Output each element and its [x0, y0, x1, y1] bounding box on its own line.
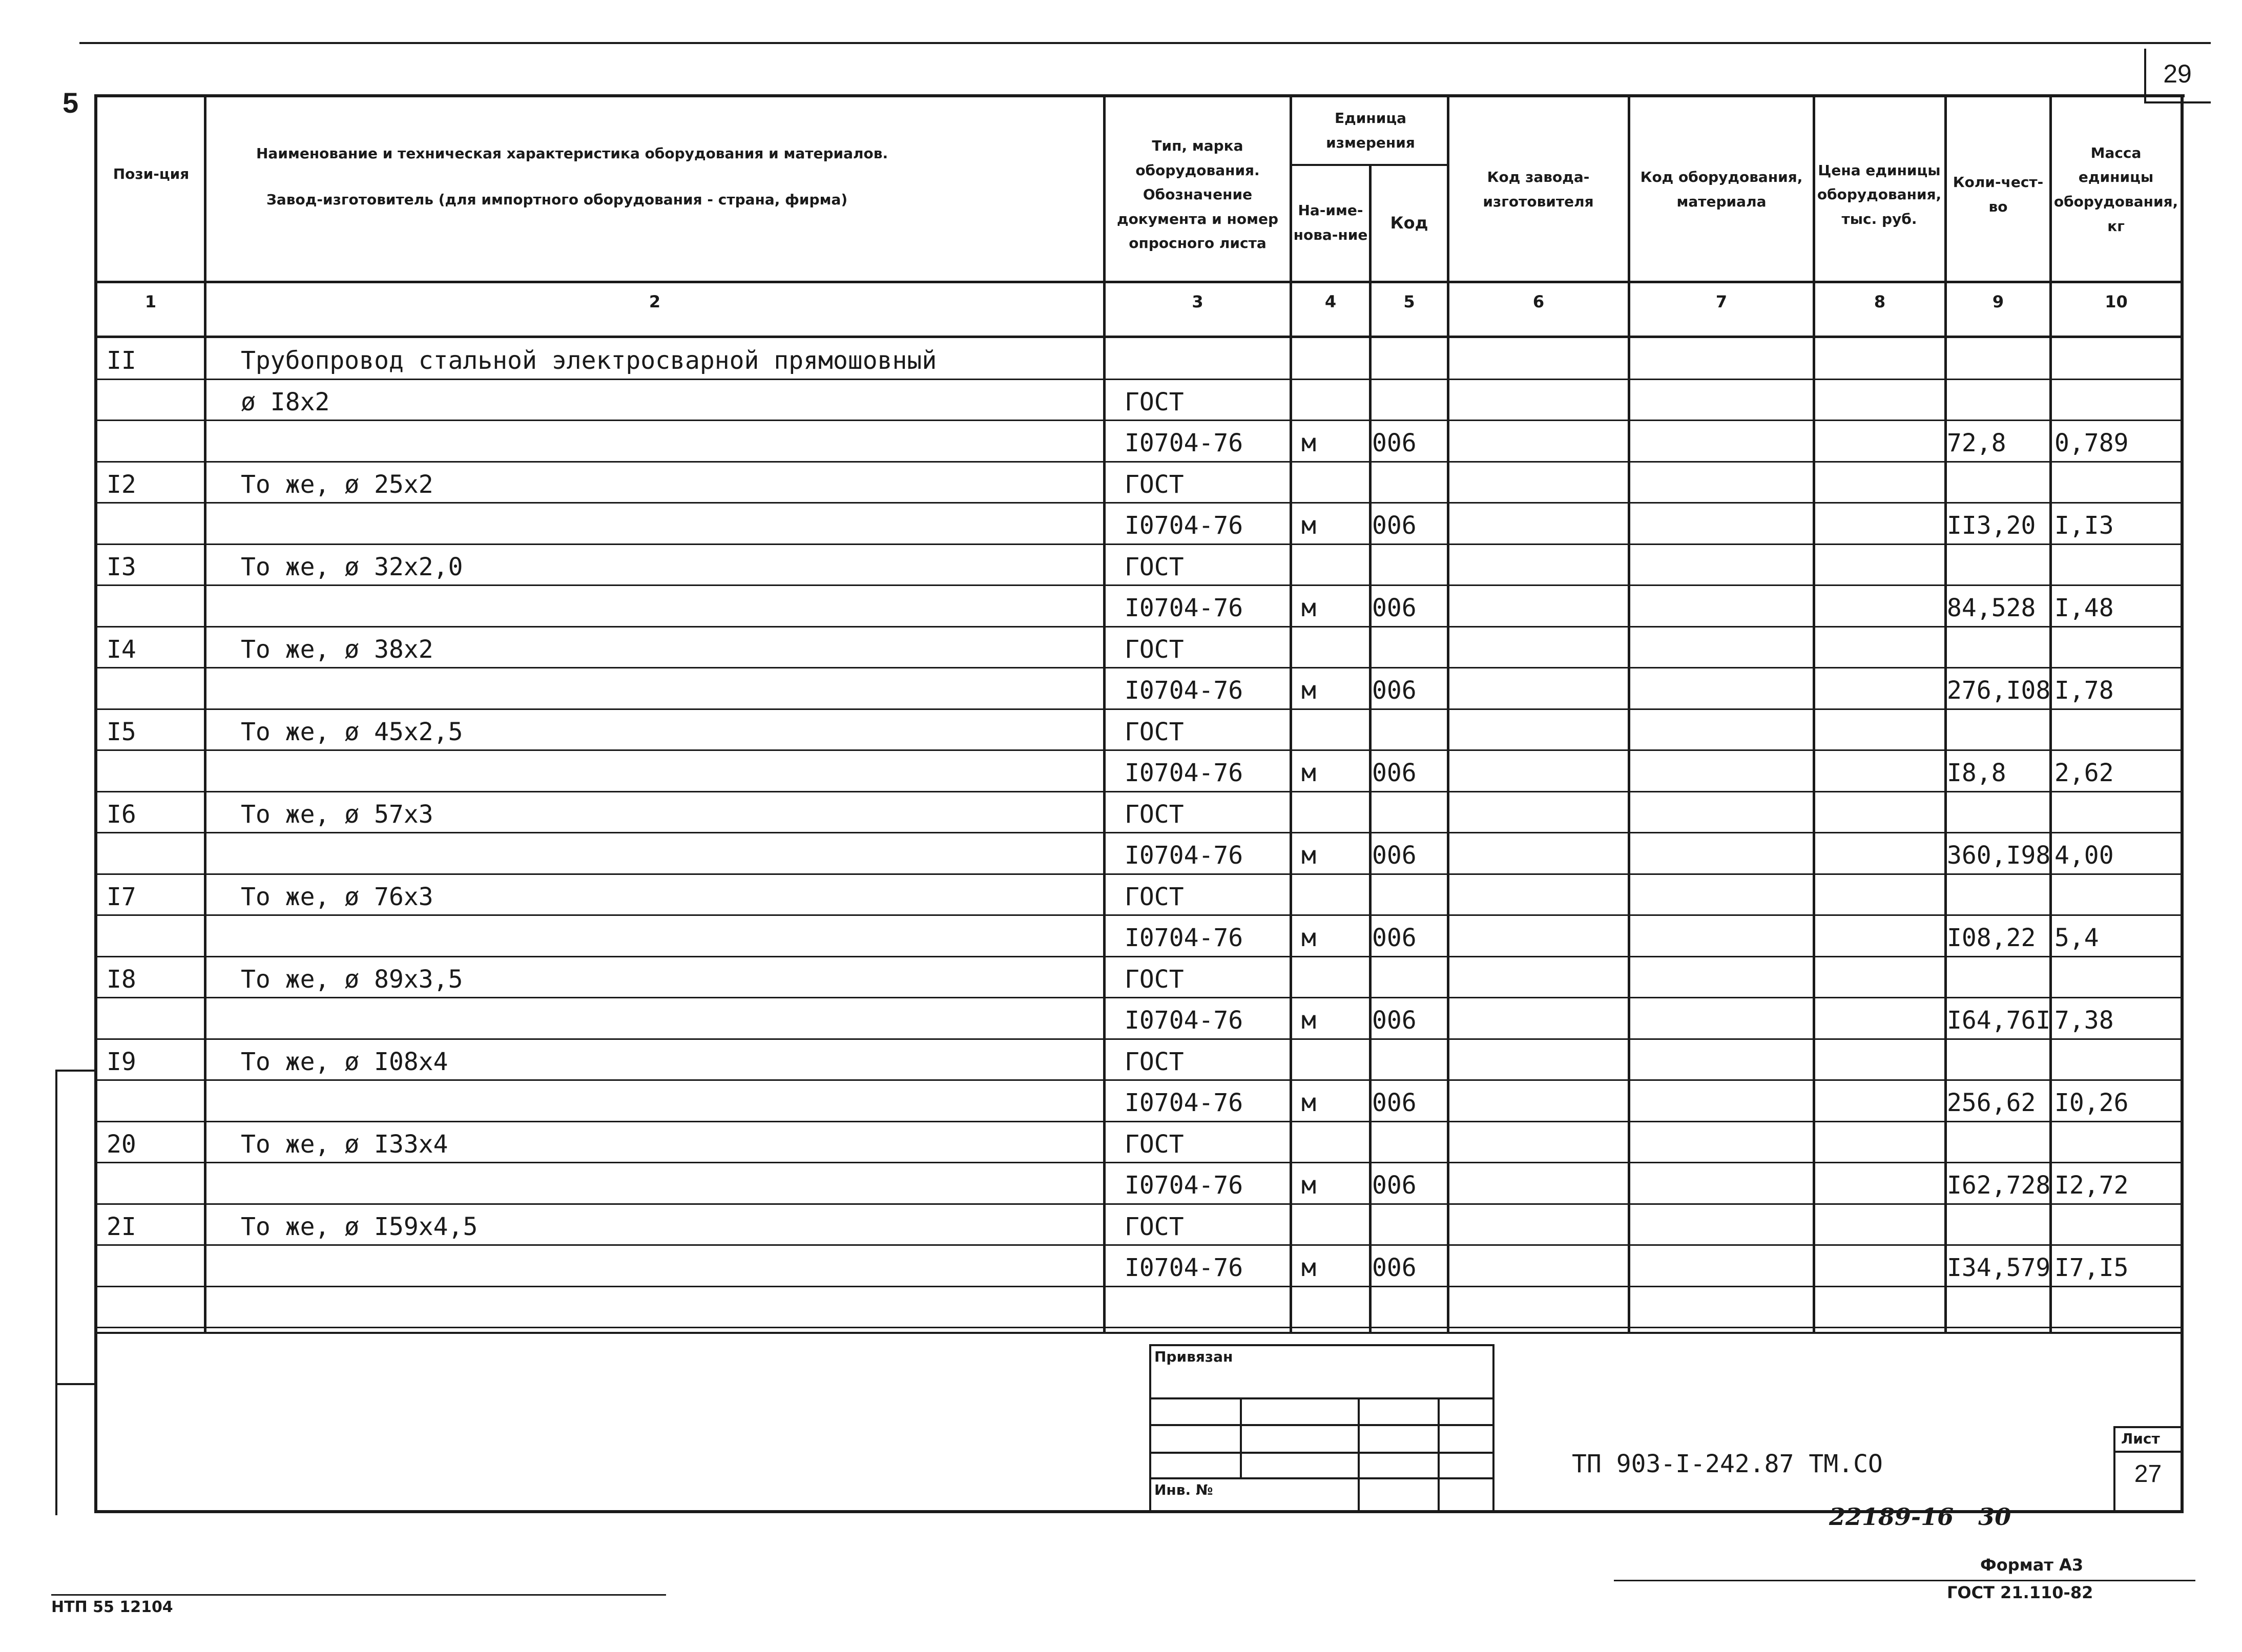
stamp-list-number: 27: [2134, 1460, 2162, 1488]
row-name: То же, ø 38x2: [241, 635, 433, 664]
row-unit: м: [1301, 1006, 1316, 1035]
column-number: 4: [1324, 292, 1337, 311]
row-mass: I7,I5: [2054, 1253, 2129, 1282]
row-name: Трубопровод стальной электросварной прямошовный: [241, 346, 937, 375]
row-quantity: I34,579: [1947, 1253, 2051, 1282]
row-type: ГОСТ: [1125, 883, 1184, 911]
row-type: ГОСТ: [1125, 388, 1184, 416]
row-type: I0704-76: [1125, 759, 1243, 787]
row-mass: I0,26: [2054, 1089, 2129, 1117]
row-unit-code: 006: [1372, 924, 1417, 952]
row-type: ГОСТ: [1125, 718, 1184, 746]
column-number: 3: [1192, 292, 1203, 311]
row-name: То же, ø 45x2,5: [241, 718, 463, 746]
header-factory-code: Код завода-изготовителя: [1483, 169, 1594, 210]
stamp-list-label: Лист: [2121, 1430, 2160, 1447]
row-type: ГОСТ: [1125, 1130, 1184, 1159]
row-quantity: 256,62: [1947, 1089, 2036, 1117]
row-position: 20: [107, 1130, 136, 1159]
row-unit: м: [1301, 1253, 1316, 1282]
row-unit: м: [1301, 511, 1316, 540]
row-type: I0704-76: [1125, 594, 1243, 622]
row-name: То же, ø I08x4: [241, 1048, 448, 1076]
row-mass: I,48: [2054, 594, 2114, 622]
column-number: 1: [144, 292, 157, 311]
row-unit-code: 006: [1372, 511, 1417, 540]
row-unit-code: 006: [1372, 1006, 1417, 1035]
row-unit-code: 006: [1372, 1253, 1417, 1282]
row-name: То же, ø 76x3: [241, 883, 433, 911]
row-quantity: I64,76I: [1947, 1006, 2051, 1035]
row-name: То же, ø I59x4,5: [241, 1212, 478, 1241]
row-type: I0704-76: [1125, 1253, 1243, 1282]
row-unit: м: [1301, 759, 1316, 787]
footer-left: НТП 55 12104: [51, 1598, 173, 1616]
row-mass: I,78: [2054, 676, 2114, 705]
row-position: I5: [107, 718, 136, 746]
row-type: ГОСТ: [1125, 1212, 1184, 1241]
format-label: Формат А3: [1980, 1555, 2084, 1575]
row-unit-code: 006: [1372, 1171, 1417, 1200]
header-price: Цена единицы оборудования, тыс. руб.: [1817, 161, 1942, 227]
row-type: I0704-76: [1125, 1171, 1243, 1200]
row-position: I9: [107, 1048, 136, 1076]
row-position: I6: [107, 800, 136, 829]
row-position: I2: [107, 470, 136, 499]
column-number: 6: [1532, 292, 1545, 311]
row-unit: м: [1301, 429, 1316, 457]
header-unit-code: Код: [1390, 213, 1428, 233]
row-mass: 4,00: [2054, 841, 2114, 870]
left-mark: 5: [63, 87, 79, 119]
row-unit: м: [1301, 924, 1316, 952]
gost-label: ГОСТ 21.110-82: [1947, 1583, 2093, 1602]
column-number: 8: [1874, 292, 1886, 311]
handwritten-number: 22189-16 30: [1829, 1503, 2011, 1531]
row-type: I0704-76: [1125, 511, 1243, 540]
page-number-top: 29: [2163, 59, 2192, 88]
row-quantity: I62,728: [1947, 1171, 2051, 1200]
row-type: I0704-76: [1125, 676, 1243, 705]
row-type: I0704-76: [1125, 1006, 1243, 1035]
row-unit-code: 006: [1372, 429, 1417, 457]
column-number: 10: [2105, 292, 2128, 311]
row-type: ГОСТ: [1125, 470, 1184, 499]
document-code: ТП 903-I-242.87 ТМ.СО: [1572, 1450, 1883, 1478]
header-name-line1: Наименование и техническая характеристика оборудования и материалов.: [256, 145, 888, 162]
header-position: Пози-ция: [113, 165, 190, 183]
row-mass: I,I3: [2054, 511, 2114, 540]
row-mass: 7,38: [2054, 1006, 2114, 1035]
row-unit: м: [1301, 1171, 1316, 1200]
row-quantity: 84,528: [1947, 594, 2036, 622]
header-unit-group: Единица измерения: [1326, 110, 1415, 151]
row-quantity: 72,8: [1947, 429, 2006, 457]
row-quantity: 360,I98: [1947, 841, 2051, 870]
row-unit-code: 006: [1372, 594, 1417, 622]
row-quantity: 276,I08: [1947, 676, 2051, 705]
row-type: I0704-76: [1125, 429, 1243, 457]
row-name: То же, ø 57x3: [241, 800, 433, 829]
row-type: ГОСТ: [1125, 800, 1184, 829]
row-position: I4: [107, 635, 136, 664]
row-type: ГОСТ: [1125, 635, 1184, 664]
row-type: I0704-76: [1125, 841, 1243, 870]
column-number: 7: [1715, 292, 1728, 311]
row-name: То же, ø 25x2: [241, 470, 433, 499]
row-name: То же, ø I33x4: [241, 1130, 448, 1159]
row-mass: 5,4: [2054, 924, 2099, 952]
row-quantity: II3,20: [1947, 511, 2036, 540]
header-quantity: Коли-чест-во: [1953, 174, 2044, 215]
row-mass: 2,62: [2054, 759, 2114, 787]
header-mass: Масса единицы оборудования, кг: [2053, 144, 2178, 235]
row-unit-code: 006: [1372, 676, 1417, 705]
row-type: I0704-76: [1125, 1089, 1243, 1117]
header-equipment-code: Код оборудования, материала: [1640, 169, 1803, 210]
row-name: То же, ø 89x3,5: [241, 965, 463, 994]
row-unit: м: [1301, 676, 1316, 705]
row-quantity: I8,8: [1947, 759, 2006, 787]
row-name: То же, ø 32x2,0: [241, 553, 463, 581]
header-unit-name: На-име-нова-ние: [1293, 202, 1368, 243]
row-unit-code: 006: [1372, 759, 1417, 787]
row-unit: м: [1301, 841, 1316, 870]
row-position: I3: [107, 553, 136, 581]
column-number: 5: [1403, 292, 1415, 311]
column-number: 9: [1992, 292, 2004, 311]
row-position: II: [107, 346, 136, 375]
row-type: ГОСТ: [1125, 1048, 1184, 1076]
column-number: 2: [649, 292, 661, 311]
header-name-line2: Завод-изготовитель (для импортного оборудования - страна, фирма): [266, 191, 848, 208]
row-mass: I2,72: [2054, 1171, 2129, 1200]
row-unit-code: 006: [1372, 1089, 1417, 1117]
row-unit-code: 006: [1372, 841, 1417, 870]
stamp-privyazan: Привязан: [1154, 1348, 1233, 1365]
row-mass: 0,789: [2054, 429, 2129, 457]
row-name: ø I8x2: [241, 388, 330, 416]
row-position: I7: [107, 883, 136, 911]
row-position: I8: [107, 965, 136, 994]
row-unit: м: [1301, 594, 1316, 622]
row-quantity: I08,22: [1947, 924, 2036, 952]
row-position: 2I: [107, 1212, 136, 1241]
row-type: ГОСТ: [1125, 553, 1184, 581]
stamp-inv-number: Инв. №: [1154, 1481, 1213, 1498]
row-type: ГОСТ: [1125, 965, 1184, 994]
row-unit: м: [1301, 1089, 1316, 1117]
row-type: I0704-76: [1125, 924, 1243, 952]
header-type: Тип, марка оборудования. Обозначение документа и номер опросного листа: [1116, 137, 1279, 252]
